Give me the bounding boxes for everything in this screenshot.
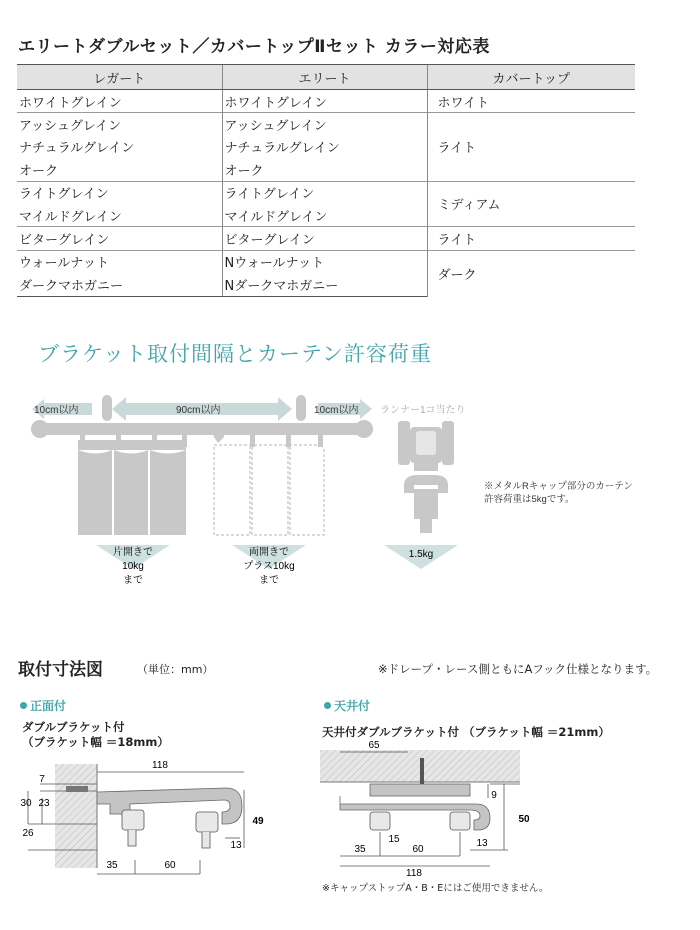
header-legato: レガート [17,65,222,90]
ceiling-mount-label [324,695,370,714]
bracket-post-left [102,395,112,421]
ceiling-mount-title: 天井付ダブルブラケット付 （ブラケット幅 ＝21mm） [322,725,610,739]
cell-covertop: ミディアム [427,181,635,227]
cell-elite: マイルドグレイン [222,204,427,227]
ceiling-mount-text: 天井付 [334,699,371,713]
dim-35: 35 [106,860,118,871]
cell-legato: ホワイトグレイン [19,95,122,111]
dim-15: 15 [388,834,400,845]
ceiling-runners [370,812,470,830]
note-line2: 許容荷重は5kgです。 [484,494,575,505]
table-row [17,250,635,273]
cell-legato: ダークマホガニー [17,273,222,296]
ceiling-note: ※キャップストップA・B・Eにはご使用できません。 [322,883,549,894]
dim-26: 26 [22,828,34,839]
front-mount-label [20,695,66,714]
table-row [17,113,635,136]
rail-cap-left [31,420,49,438]
runner-wheel [416,431,436,455]
cell-covertop: ダーク [427,250,635,296]
front-mount-text: 正面付 [30,699,67,713]
dim-118: 118 [152,760,168,771]
right-gap-label: 10cm以内 [314,405,359,416]
dim-30: 30 [20,798,32,809]
screw [66,786,88,792]
cell-elite: オーク [222,158,427,181]
page-title: エリートダブルセット／カバートップⅡセット カラー対応表 [18,37,490,57]
cell-legato: ナチュラルグレイン [19,141,135,157]
unit-label: （単位：mm） [137,663,214,676]
cell-covertop: ライト [427,113,635,181]
dim-13: 13 [476,838,488,849]
cell-elite: Nダークマホガニー [222,273,427,296]
dim-49: 49 [252,816,264,827]
runner-label: ランナー1コ当たり [380,405,466,416]
cell-elite: ナチュラルグレイン [222,136,427,158]
runner-load-value: 1.5kg [408,549,434,560]
curtain-rail [40,423,366,435]
dim-7: 7 [39,774,45,785]
front-mount-diagram [0,750,330,880]
double-load-line1: 両開きで [249,547,289,558]
front-title-line1: ダブルブラケット付 [22,720,125,734]
bullet-icon [20,702,27,709]
color-table [17,64,635,297]
cell-covertop: ホワイト [427,90,635,113]
cell-covertop: ライト [427,227,635,250]
double-curtain [214,445,324,535]
rail-cap-right [355,420,373,438]
front-mount-title [22,720,169,750]
front-title-line2: （ブラケット幅 ＝18mm） [22,735,169,749]
dim-13: 13 [230,840,242,851]
note-line1: ※メタルRキャップ部分のカーテン [484,481,633,492]
cell-legato: マイルドグレイン [19,209,122,225]
hook-note: ※ドレープ・レース側ともにAフック仕様となります。 [378,662,658,676]
single-load-line1: 片開きで [113,547,153,558]
dim-9: 9 [491,790,497,801]
cell-legato: オーク [19,163,59,179]
single-load-line2: 10kg [122,561,144,572]
single-curtain [78,433,187,535]
header-covertop: カバートップ [427,65,635,90]
cell-elite: ホワイトグレイン [222,90,427,113]
header-elite: エリート [222,65,427,90]
bracket-illustration [0,385,700,600]
dim-23: 23 [38,798,50,809]
bracket-post-right [296,395,306,421]
cell-elite: ビターグレイン [222,227,427,250]
front-runners [122,810,218,848]
front-bracket [97,788,242,824]
single-load-line3: まで [123,575,143,586]
cell-legato: ライトグレイン [17,181,222,204]
table-header-row [17,65,635,90]
left-gap-label: 10cm以内 [34,405,79,416]
double-load-line2: プラス10kg [243,561,295,572]
dim-60: 60 [164,860,176,871]
dim-35: 35 [354,844,366,855]
dimensions-title: 取付寸法図 [18,660,103,680]
middle-gap-label: 90cm以内 [176,405,221,416]
dim-60: 60 [412,844,424,855]
dim-50: 50 [518,814,530,825]
cell-legato: ウォールナット [17,250,222,273]
table-row [17,90,635,113]
cell-elite: Nウォールナット [222,250,427,273]
cell-legato: アッシュグレイン [17,113,222,136]
bracket-section-title: ブラケット取付間隔とカーテン許容荷重 [38,342,432,366]
wall [55,764,97,868]
cell-elite: アッシュグレイン [222,113,427,136]
dim-65: 65 [368,740,380,751]
cell-elite: ライトグレイン [222,181,427,204]
table-row [17,227,635,250]
ceiling-mount-diagram [310,740,560,885]
ceiling-screw [420,758,424,784]
bullet-icon [324,702,331,709]
cell-legato: ビターグレイン [17,227,222,250]
dim-118: 118 [406,868,422,879]
table-row [17,181,635,204]
double-load-line3: まで [259,575,279,586]
